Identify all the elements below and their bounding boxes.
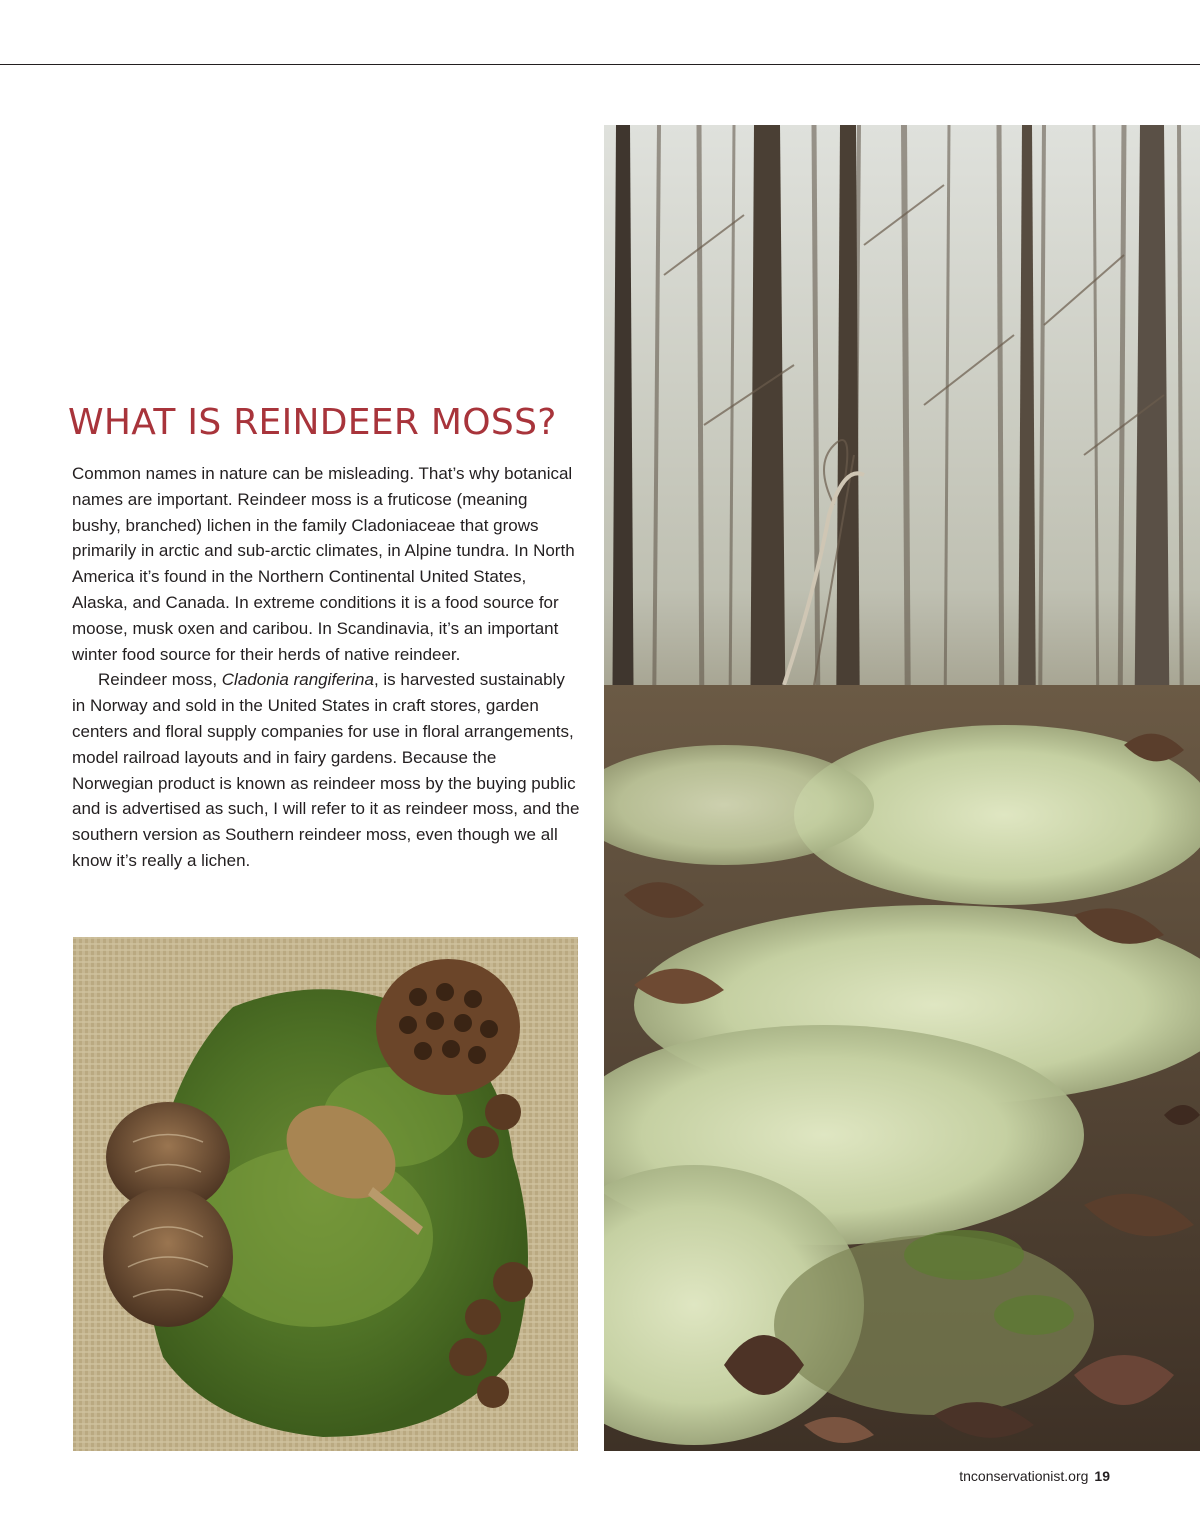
paragraph-2-rest: , is harvested sustainably in Norway and sold in the United States in craft stores, garden centers and floral supply companies for use in floral arrangements, model railroad layouts and in fairy gardens. Because the Norwegian product is known as reindeer moss by the buying public and is advertised as such, I will refer to it as reindeer moss, and the southern version as Southern reindeer moss, even though we all know it’s really a lichen. bbox=[72, 670, 580, 870]
paragraph-2 bbox=[72, 667, 580, 873]
top-rule bbox=[0, 64, 1200, 65]
scientific-name: Cladonia rangiferina bbox=[221, 670, 374, 690]
page-number: 19 bbox=[1094, 1468, 1110, 1484]
paragraph-1: Common names in nature can be misleading. That’s why botanical names are important. Reindeer moss is a fruticose (meaning bushy, branched) lichen in the family Cladoniaceae that grows primarily in arctic and sub-arctic climates, in Alpine tundra. In North America it’s found in the Northern Continental United States, Alaska, and Canada. In extreme conditions it is a food source for moose, musk oxen and caribou. In Scandinavia, it’s an important winter food source for their herds of native reindeer. bbox=[72, 464, 575, 664]
site-url: tnconservationist.org bbox=[959, 1468, 1089, 1484]
paragraph-2-lead: Reindeer moss, bbox=[98, 670, 222, 690]
reindeer-moss-arrangement-photo bbox=[73, 937, 578, 1451]
forest-reindeer-moss-photo bbox=[604, 125, 1200, 1451]
article-body bbox=[72, 461, 580, 874]
article-heading: WHAT IS REINDEER MOSS? bbox=[68, 402, 557, 443]
page-footer bbox=[959, 1468, 1110, 1484]
